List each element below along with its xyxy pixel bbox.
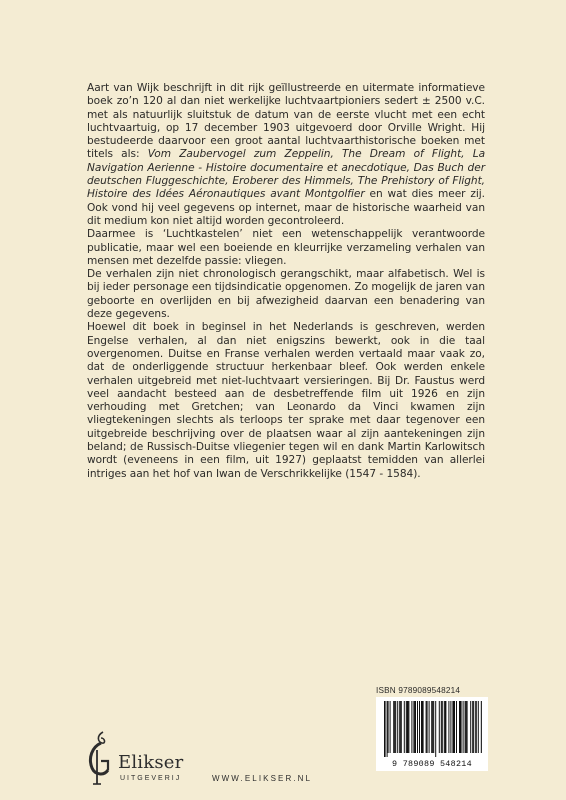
paragraph-text: Daarmee is ‘Luchtkastelen’ niet een wetenschappelijk verantwoorde publicatie, maar wel een boeiende en kleurrijke verzameling verhalen van mensen met dezelfde passie: vliegen. [87, 228, 485, 267]
barcode-icon [382, 701, 482, 759]
paragraph [87, 268, 485, 321]
paragraph [87, 228, 485, 268]
paragraph-text: en wat dies meer zij. Ook vond hij veel gegevens op internet, maar de historische waarheid van dit medium kon niet altijd worden gecontroleerd. [87, 188, 485, 227]
website-link[interactable]: WWW.ELIKSER.NL [212, 774, 313, 783]
paragraph-text: Hoewel dit boek in beginsel in het Nederlands is geschreven, werden Engelse verhalen, al dan niet enigszins bewerkt, ook in die taal overgenomen. Duitse en Franse verhalen werden vertaald maar vaak zo, dat de onderliggende structuur herkenbaar bleef. Ook werden enkele verhalen uitgebreid met niet-luchtvaart versieringen. Bij Dr. Faustus werd veel aandacht besteed aan de desbetreffende film uit 1926 en zijn verhouding met Gretchen; van Leonardo da Vinci kwamen zijn vliegtekeningen slechts als terloops ter sprake met daar tegenover een uitgebreide beschrijving over de plaatsen waar al zijn aantekeningen zijn beland; de Russisch-Duitse vliegenier tegen wil en dank Martin Karlowitsch wordt (eveneens in een film, uit 1927) geplaatst temidden van allerlei intriges aan het hof van Iwan de Verschrikkelijke (1547 - 1584). [87, 321, 485, 480]
publisher-subtitle: UITGEVERIJ [120, 775, 182, 782]
publisher-logo[interactable] [84, 728, 183, 786]
isbn-area [376, 686, 488, 771]
blurb-text [87, 82, 485, 481]
paragraph-text: De verhalen zijn niet chronologisch gerangschikt, maar alfabetisch. Wel is bij ieder personage een tijdsindicatie opgenomen. Zo mogelijk de jaren van geboorte en overlijden en bij afwezigheid daarvan een benadering van deze gegevens. [87, 268, 485, 321]
paragraph [87, 321, 485, 481]
publisher-name: Elikser [118, 752, 184, 773]
barcode [376, 697, 488, 771]
barcode-digits: 9 789089 548214 [392, 759, 472, 769]
book-titles: Vom Zaubervogel zum Zeppelin, The Dream of Flight, La Navigation Aerienne - Histoire documentaire et anecdotique, Das Buch der deutschen Fluggeschichte, Eroberer des Himmels, The Prehistory of Flight, Histoire des Idées Aéronautiques avant Montgolfier [87, 148, 486, 201]
paragraph-text: Aart van Wijk beschrijft in dit rijk geïllustreerde en uitermate informatieve boek zo’n 120 al dan niet werkelijke luchtvaartpioniers sedert ± 2500 v.C. met als natuurlijk sluitstuk de datum van de eerste vlucht met een echt luchtvaartuig, op 17 december 1903 uitgevoerd door Orville Wright. Hij bestudeerde daarvoor een groot aantal luchtvaarthistorische boeken met titels als: [87, 82, 485, 161]
elikser-monogram-icon [84, 728, 116, 786]
isbn-label: ISBN 9789089548214 [376, 686, 461, 695]
paragraph [87, 82, 485, 228]
